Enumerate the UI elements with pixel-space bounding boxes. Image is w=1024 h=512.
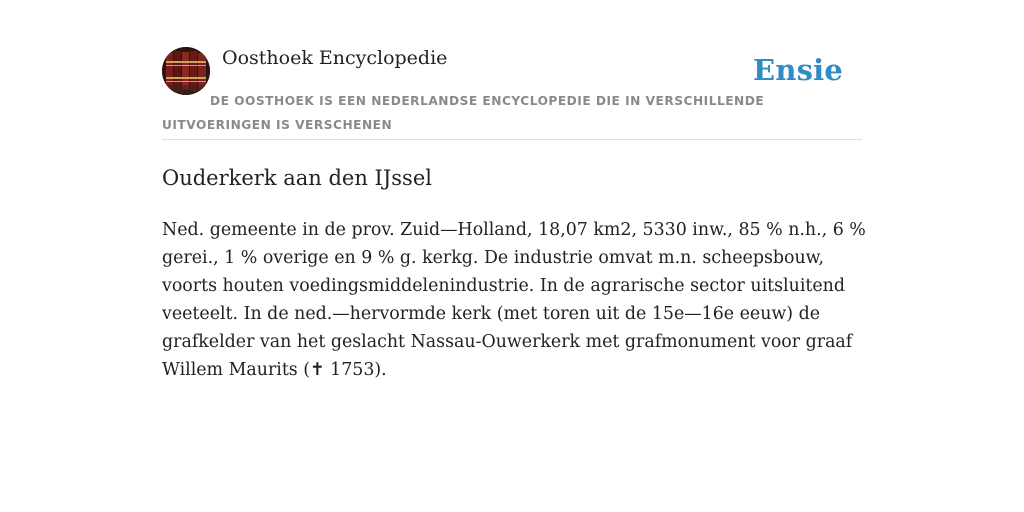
site-tagline: DE OOSTHOEK IS EEN NEDERLANDSE ENCYCLOPEDIE DIE IN VERSCHILLENDE UITVOERINGEN IS VERSCHENEN	[162, 94, 765, 132]
encyclopedia-books-icon[interactable]	[162, 47, 210, 95]
article-body: Ned. gemeente in de prov. Zuid—Holland, 18,07 km2, 5330 inw., 85 % n.h., 6 % gerei., 1 % overige en 9 % g. kerkg. De industrie omvat m.n. scheepsbouw, voorts houten voedingsmiddelenindustrie. In de agrarische sector uitsluitend veeteelt. In de ned.—hervormde kerk (met toren uit de 15e—16e eeuw) de grafkelder van het geslacht Nassau-Ouwerkerk met grafmonument voor graaf Willem Maurits (✝ 1753).	[162, 220, 866, 380]
brand-logo[interactable]: Ensie	[753, 53, 843, 87]
site-header	[162, 46, 862, 140]
article-title: Ouderkerk aan den IJssel	[162, 166, 432, 190]
site-title[interactable]: Oosthoek Encyclopedie	[222, 47, 448, 69]
